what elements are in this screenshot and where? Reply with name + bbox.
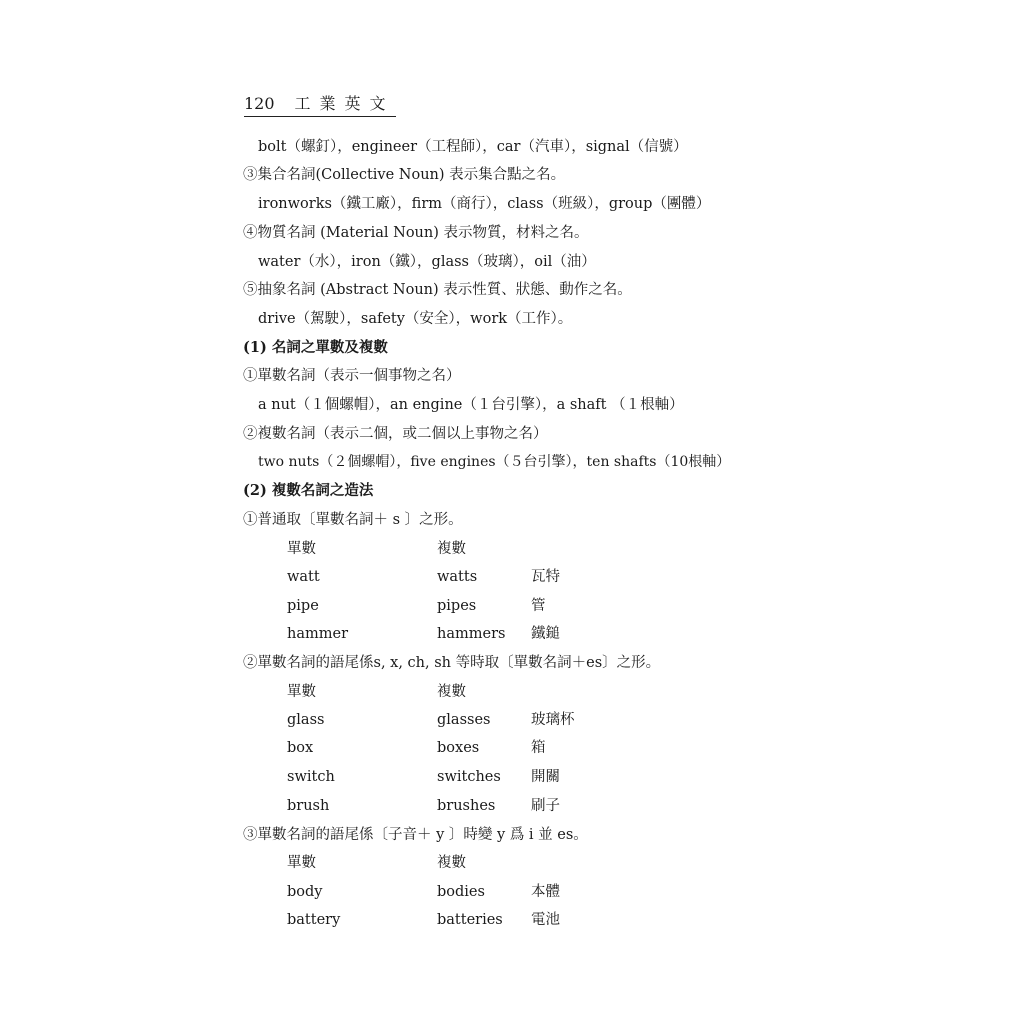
section-heading: ③集合名詞(Collective Noun) 表示集合點之名。	[243, 167, 566, 183]
section-heading: ②單數名詞的語尾係s, x, ch, sh 等時取〔單數名詞＋es〕之形。	[243, 655, 661, 671]
word-meaning: 鐵鎚	[531, 626, 560, 642]
singular-word: hammer	[287, 626, 348, 642]
plural-word: switches	[437, 769, 501, 785]
singular-word: switch	[287, 769, 335, 785]
word-meaning: 開關	[531, 769, 560, 785]
example-line: water（水），iron（鐵），glass（玻璃），oil（油）	[258, 254, 596, 270]
singular-word: watt	[287, 569, 320, 585]
plural-word: brushes	[437, 798, 496, 814]
plural-word: batteries	[437, 912, 503, 928]
plural-word: pipes	[437, 598, 477, 614]
singular-word: body	[287, 884, 323, 900]
section-heading: ①單數名詞（表示一個事物之名）	[243, 368, 461, 384]
example-line: drive（駕駛），safety（安全），work（工作）。	[258, 311, 573, 327]
section-heading: ②複數名詞（表示二個，或二個以上事物之名）	[243, 426, 548, 442]
column-header-singular: 單數	[287, 541, 316, 557]
plural-word: hammers	[437, 626, 506, 642]
singular-word: battery	[287, 912, 341, 928]
page-header	[244, 92, 396, 117]
section-heading: ③單數名詞的語尾係〔子音＋ y 〕時變 y 爲 i 並 es。	[243, 827, 588, 843]
example-line: ironworks（鐵工廠），firm（商行），class（班級），group（團體）	[258, 196, 711, 212]
word-meaning: 玻璃杯	[531, 712, 575, 728]
example-line: bolt（螺釘），engineer（工程師），car（汽車），signal（信號）	[258, 139, 688, 155]
word-meaning: 刷子	[531, 798, 560, 814]
singular-word: glass	[287, 712, 325, 728]
plural-word: boxes	[437, 740, 480, 756]
example-line: two nuts（２個螺帽），five engines（５台引擎），ten shafts（10根軸）	[258, 454, 731, 470]
word-meaning: 管	[531, 598, 546, 614]
column-header-plural: 複數	[437, 541, 466, 557]
subsection-heading: (2) 複數名詞之造法	[243, 482, 374, 499]
book-title: 工業英文	[294, 94, 395, 113]
plural-word: glasses	[437, 712, 491, 728]
singular-word: pipe	[287, 598, 319, 614]
section-heading: ⑤抽象名詞 (Abstract Noun) 表示性質、狀態、動作之名。	[243, 282, 632, 298]
singular-word: box	[287, 740, 314, 756]
word-meaning: 本體	[531, 884, 560, 900]
column-header-plural: 複數	[437, 855, 466, 871]
plural-word: watts	[437, 569, 478, 585]
example-line: a nut（１個螺帽），an engine（１台引擎），a shaft （１根軸）	[258, 397, 684, 413]
column-header-singular: 單數	[287, 855, 316, 871]
word-meaning: 電池	[531, 912, 560, 928]
word-meaning: 瓦特	[531, 569, 560, 585]
column-header-plural: 複數	[437, 684, 466, 700]
singular-word: brush	[287, 798, 330, 814]
page-number: 120	[244, 94, 275, 113]
section-heading: ①普通取〔單數名詞＋ s 〕之形。	[243, 512, 463, 528]
word-meaning: 箱	[531, 740, 546, 756]
column-header-singular: 單數	[287, 684, 316, 700]
section-heading: ④物質名詞 (Material Noun) 表示物質，材料之名。	[243, 225, 589, 241]
subsection-heading: (1) 名詞之單數及複數	[243, 339, 388, 356]
plural-word: bodies	[437, 884, 485, 900]
